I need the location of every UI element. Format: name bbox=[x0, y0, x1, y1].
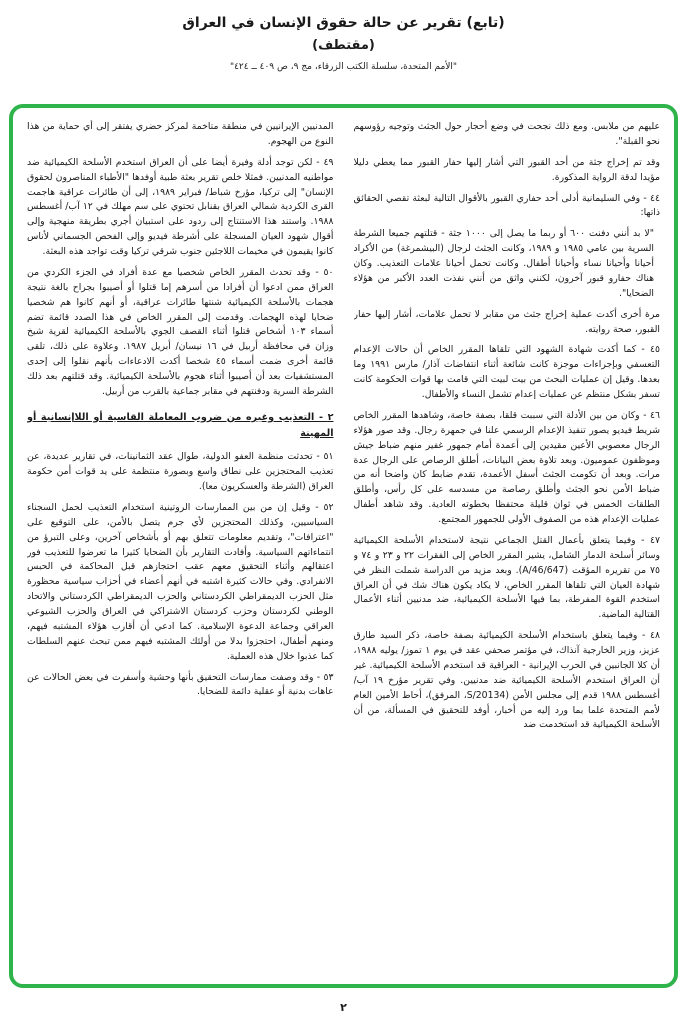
paragraph-52: ٥٢ - وقيل إن من بين الممارسات الروتينية استخدام التعذيب لحمل السجناء السياسيين، وكذلك المحتجزين لأي جرم يتصل بالأمن، على التوقيع على "اعترافات"، وتقديم معلومات تتعلق بهم أو بأشخاص آخرين، وعلى التبرؤ من انتماءاتهم السياسية. وأفادت التقارير بأن الضحايا كثيرا ما تعرضوا للتعذيب فور اعتقالهم وأثناء التحقيق معهم عقب احتجازهم قبل المحاكمة في الحبس الانفرادي. وفي حالات كثيرة اشتبه في أنهم أعضاء في أحزاب سياسية محظورة مثل الحزب الديمقراطي الكردستاني والحزب الديمقراطي الكردستاني والاتحاد الوطني لكردستان وحزب كردستان الاشتراكي في العراق والحزب الشيوعي العراقي وجماعة الدعوة الإسلامية. كما ادعي أن أقارب هؤلاء المشتبه فيهم، ومنهم أطفال، احتجزوا بدلا من أولئك المشتبه فيهم ممن تبحث عنهم السلطات كما عذبوا خلال هذه العملية. bbox=[27, 501, 334, 662]
section-heading-torture: ٢ - التعذيب وغيره من ضروب المعاملة القاسية أو اللاإنسانية أو المهينة bbox=[27, 411, 334, 440]
source-citation: "الأمم المتحدة، سلسلة الكتب الزرقاء، مج ٩، ص ٤٠٩ ــ ٤٢٤" bbox=[229, 62, 458, 72]
paragraph-46: ٤٦ - وكان من بين الأدلة التي سببت قلقا، بصفة خاصة، وشاهدها المقرر الخاص شريط فيديو يصور تنفيذ الإعدام الرسمي علنا في جمهرة رجال. وقد صور هؤلاء الرجال معصوبي الأعين مقيدين إلى أعمدة أمام جمهور غفير منهم ضباط جيش وموظفون عموميون. وبعد تلاوة بعض البيانات، أطلق الرصاص على الرجال عدة مرات. وبعد أن تكومت الجثث أسفل الأعمدة، تقدم ضابط كان واضحا أنه من ضباط الأمن نحو الجثث وأطلق رصاصة من مسدسه على كل رأس، وأطلق الطلقات الخمس في ثوان قليلة محتفظا بخطوته العادية. وقد شاهد أطفال عمليات الإعدام هذه من الصفوف الأولى للجمهور المجتمع. bbox=[353, 409, 660, 525]
paragraph-50: ٥٠ - وقد تحدث المقرر الخاص شخصيا مع عدة أفراد في الجزء الكردي من العراق ممن ادعوا أن أفرادا من أسرهم إما قتلوا أو أصيبوا بجراح بالغة نتيجة هجمات بالأسلحة الكيميائية شنتها طائرات عراقية، أو أنهم كانوا هم شخصيا ضحايا لهذه الهجمات. وقدمت إلى المقرر الخاص في هذا الصدد قائمة تضم أسماء ١٠٣ أشخاص قتلوا أثناء القصف الجوي بالأسلحة الكيميائية لقرية شيخ وزان في محافظة أربيل في ١٦ نيسان/ أبريل ١٩٨٧. وعلاوة على ذلك، تلقى قائمة أخرى ضمت أسماء ٤٥ شخصا أكدت الادعاءات بأنهم نقلوا إلى إحدى المستشفيات بعد أن أصيبوا أثناء هجوم بالأسلحة الكيميائية. وقد قتلتهم بعد ذلك الشرطة السرية ودفنتهم في مقابر جماعية بالقرب من أربيل. bbox=[27, 266, 334, 397]
paragraph-continuation: عليهم من ملابس. ومع ذلك نجحت في وضع أحجار حول الجثث وتوجيه رؤوسهم نحو القبلة". bbox=[353, 121, 660, 147]
paragraph-44-intro: ٤٤ - وفي السليمانية أدلى أحد حفاري القبور بالأقوال التالية لبعثة تقصي الحقائق ذاتها: bbox=[353, 192, 660, 219]
document-title: (تابع) تقرير عن حالة حقوق الإنسان في العراق bbox=[182, 15, 505, 31]
blockquote-gravedigger: "لا بد أنني دفنت ٦٠٠ أو ربما ما يصل إلى ١٠٠٠ جثة - قتلتهم جميعا الشرطة السرية بين عامي ١٩٨٥ و ١٩٨٩، وكانت الجثث لرجال (البيشمرغة) من الأكراد أحيانا وأحيانا نساء وأحيانا أطفال. وكانت تحمل أحيانا علامات التعذيب. وكان هناك حفارو قبور آخرون، لكنني واثق من أنني نفذت العدد الأكبر من هؤلاء الضحايا". bbox=[353, 228, 654, 299]
paragraph-47: ٤٧ - وفيما يتعلق بأعمال القتل الجماعي نتيجة لاستخدام الأسلحة الكيميائية وسائر أسلحة الدمار الشامل، يشير المقرر الخاص إلى الفقرات ٢٢ و ٢٣ و ٧٤ و ٧٥ من تقريره المؤقت (A/46/647). وبعد مزيد من الدراسة شملت النظر في شهادة العيان التي تلقاها المقرر الخاص، لا يكاد يكون هناك شك في أن العراق استخدم القوة المفرطة، بما فيها الأسلحة الكيميائية، ضد مدنيين أثناء الأعمال القتالية الماضية. bbox=[353, 534, 660, 621]
paragraph-51: ٥١ - تحدثت منظمة العفو الدولية، طوال عقد الثمانينات، في تقارير عديدة، عن تعذيب المحتجزين على نطاق واسع وبصورة منتظمة على يد قوات أمن حكومة العراق (الشرطة والعسكريون معا). bbox=[27, 451, 334, 493]
column-right bbox=[354, 120, 661, 972]
document-subtitle: (مقتطف) bbox=[312, 38, 375, 53]
paragraph-45: ٤٥ - كما أكدت شهادة الشهود التي تلقاها المقرر الخاص أن حالات الإعدام التعسفي وبإجراءات موجزة كانت شائعة أثناء انتفاضات آذار/ مارس ١٩٩١ وما بعدها. وقيل إن عمليات البحث من بيت لبيت التي قامت بها قوات الحكومة كانت تسفر بشكل منتظم عن عمليات إعدام تشمل النساء والأطفال. bbox=[353, 344, 660, 400]
paragraph: وقد تم إخراج جثة من أحد القبور التي أشار إليها حفار القبور مما يعطي دليلا مؤيدا لدقة الرواية المذكورة. bbox=[353, 156, 660, 183]
paragraph-continuation: المدنيين الإيرانيين في منطقة متاخمة لمركز حضري يفتقر إلى أي حماية من هذا النوع من الهجوم. bbox=[27, 121, 334, 147]
paragraph-48: ٤٨ - وفيما يتعلق باستخدام الأسلحة الكيميائية بصفة خاصة، ذكر السيد طارق عزيز، وزير الخارجية آنذاك، في مؤتمر صحفي عقد في يوم ١ تموز/ يوليه ١٩٨٨، أن كلا الجانبين في الحرب الإيرانية - العراقية قد استخدم الأسلحة الكيميائية. غير أن العراق استخدم الأسلحة الكيميائية ضد مدنيين. وفي تقرير مؤرخ ١٩ آب/ أغسطس ١٩٨٨ قدم إلى مجلس الأمن (S/20134، المرفق)، أحاط الأمين العام لأمم المتحدة علما بما ورد إليه من أخبار، أوفد للتحقيق في المسألة، من أن الأسلحة الكيميائية قد استخدمت ضد bbox=[353, 630, 660, 731]
column-left bbox=[27, 120, 334, 972]
page-header bbox=[0, 0, 687, 72]
two-column-layout bbox=[27, 120, 660, 972]
paragraph: مرة أخرى أكدت عملية إخراج جثث من مقابر لا تحمل علامات، أشار إليها حفار القبور، صحة روايته. bbox=[353, 308, 660, 335]
paragraph-49: ٤٩ - لكن توجد أدلة وفيرة أيضا على أن العراق استخدم الأسلحة الكيميائية ضد مواطنيه المدنيين. فمثلا خلص تقرير بعثة طبية أوفدها "الأطباء المناصرون لحقوق الإنسان" إلى تركيا، مؤرخ شباط/ فبراير ١٩٨٩، إلى أن طائرات عراقية هاجمت القرى الكردية شمالي العراق بقنابل تحتوي على سم مهلك في ١٢ آب/ أغسطس ١٩٨٨. واستند هذا الاستنتاج إلى ردود على استبيان أجري بطريقة منهجية وإلى أقوال شهود العيان المسجلة على أشرطة فيديو وإلى الفحص الجسماني لأناس كانوا يقيمون في مخيمات اللاجئين جنوب شرقي تركيا وقت تواجد هذه البعثة. bbox=[27, 156, 334, 257]
paragraph-53: ٥٣ - وقد وصفت ممارسات التحقيق بأنها وحشية وأسفرت في بعض الحالات عن عاهات بدنية أو عقلية دائمة للضحايا. bbox=[27, 671, 334, 698]
green-border-content-box bbox=[9, 104, 678, 988]
page-number: ٢ bbox=[340, 1001, 347, 1014]
